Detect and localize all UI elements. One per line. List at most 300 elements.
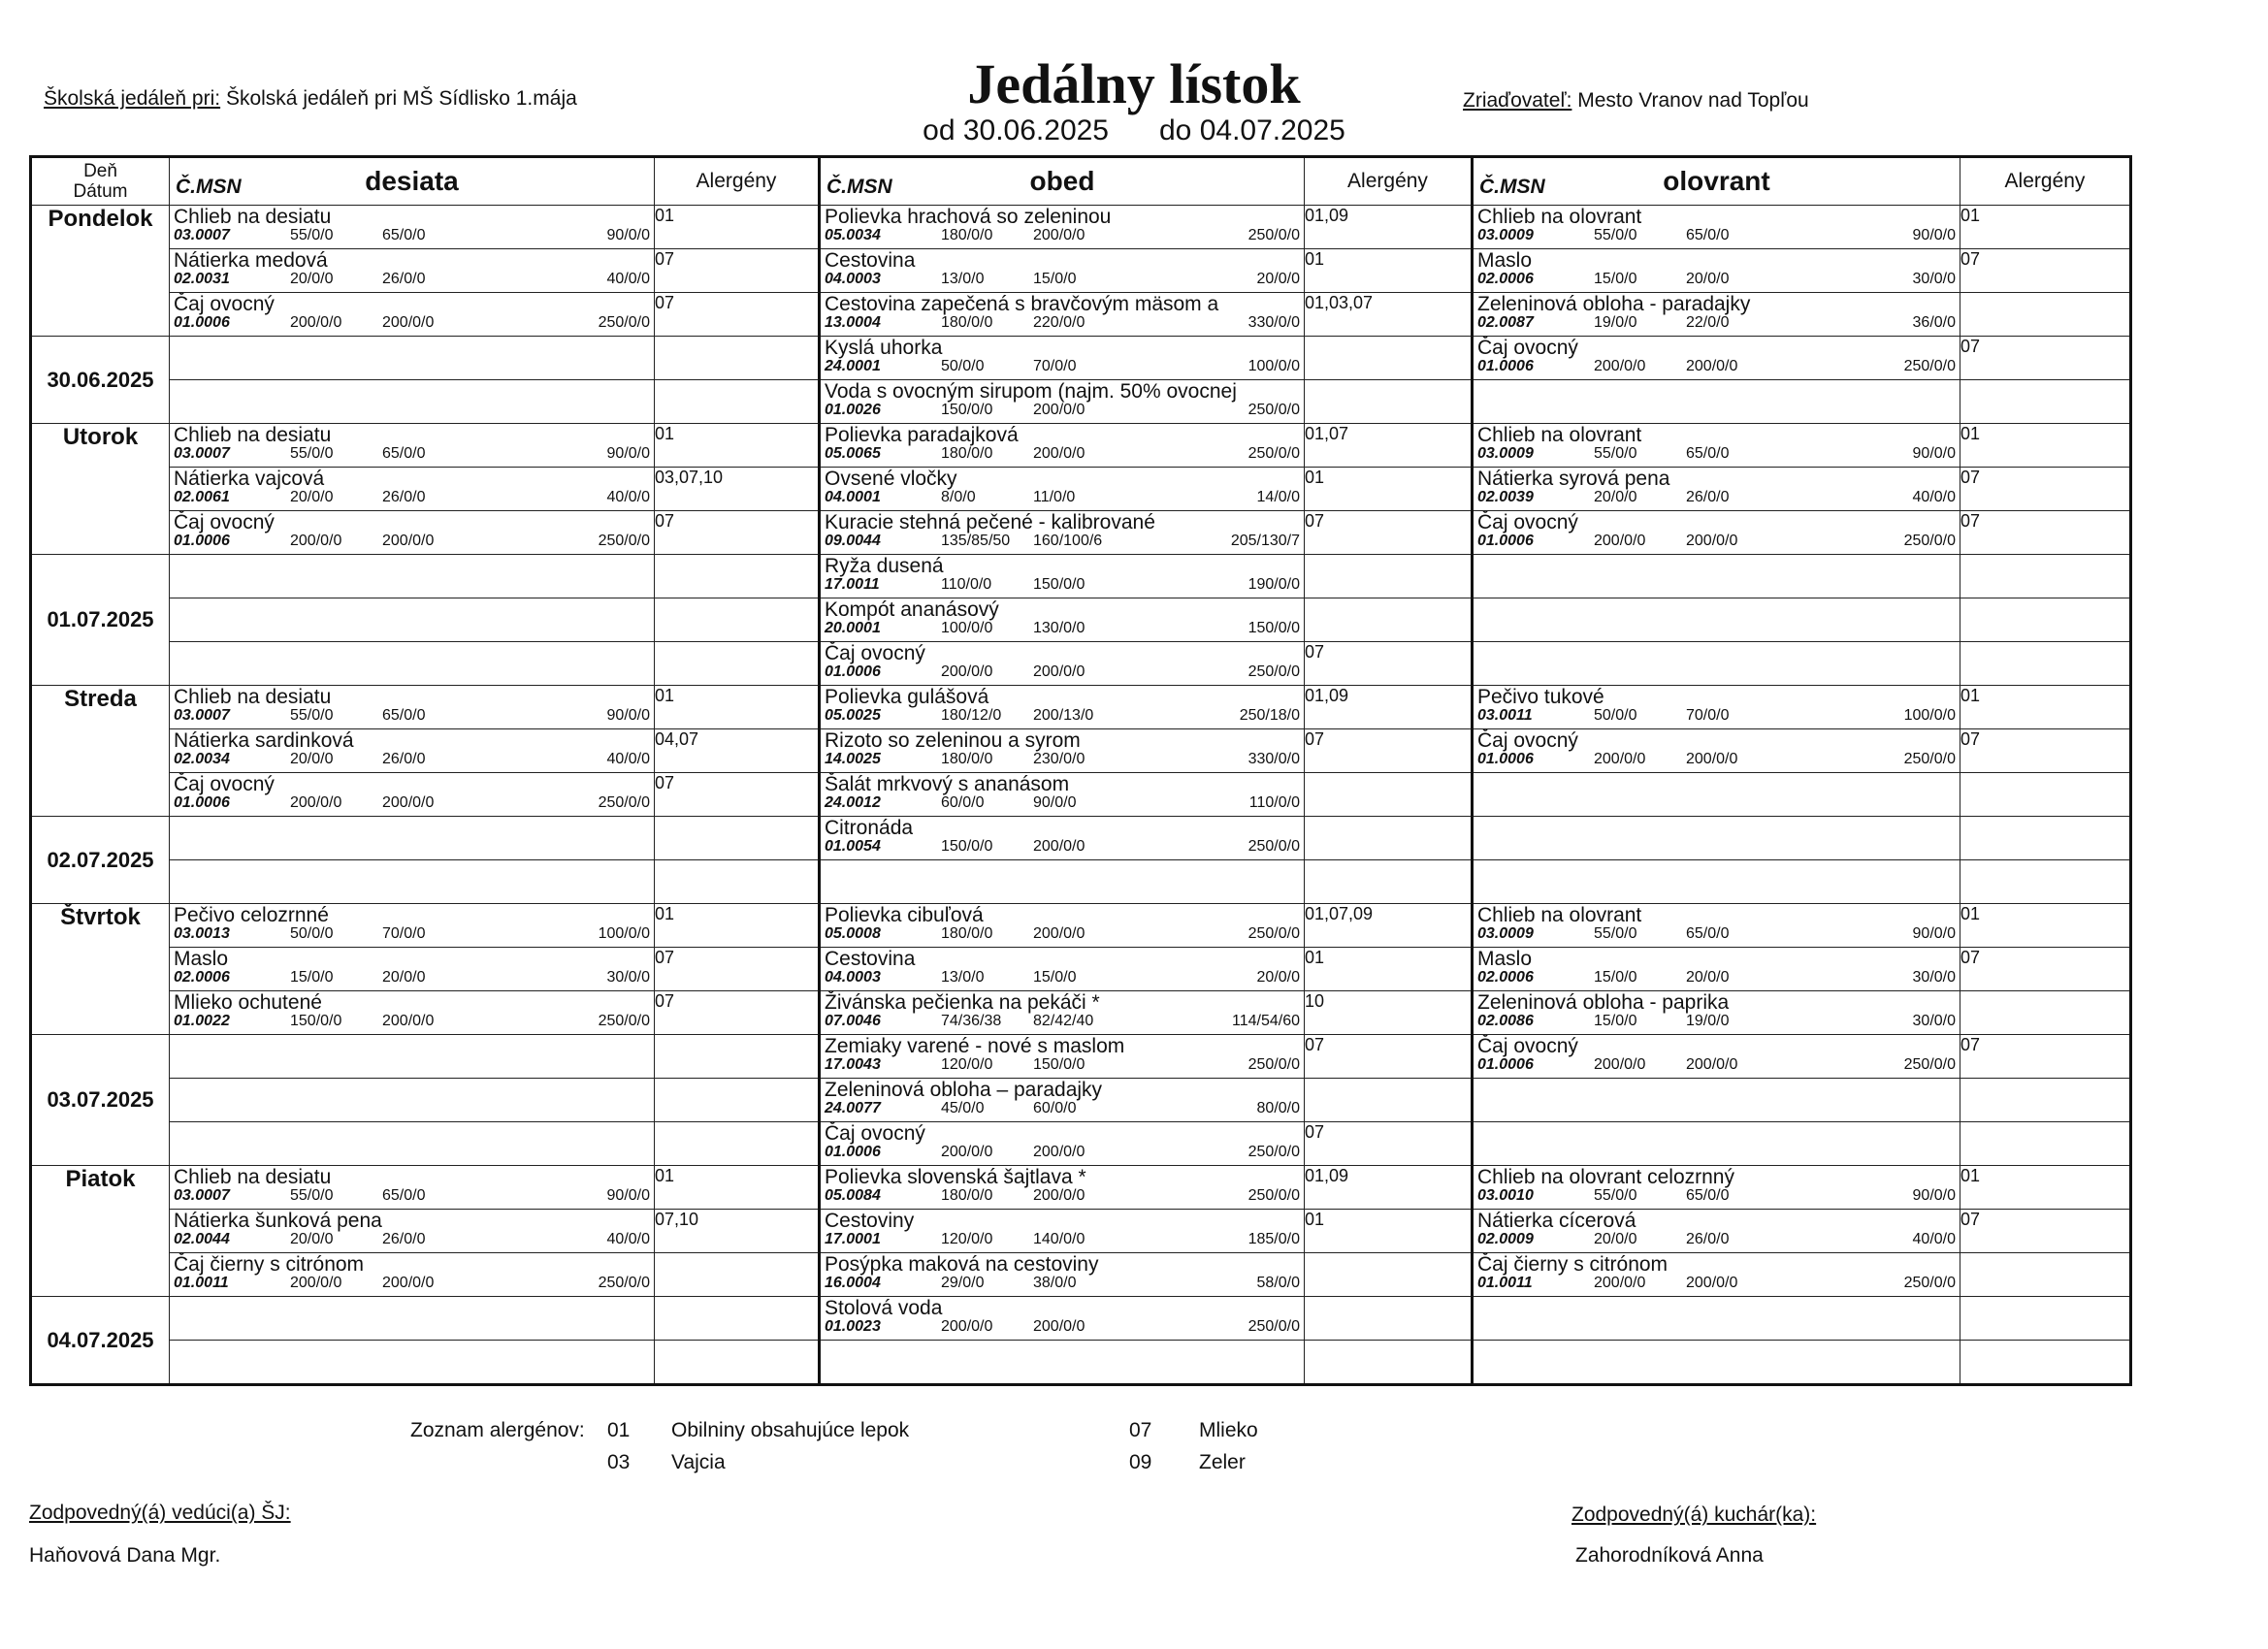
obed-item-cell	[820, 555, 1305, 598]
olovrant-allergens-cell: 07	[1960, 249, 2131, 293]
legend-code: 09	[1129, 1450, 1152, 1473]
item-code: 01.0006	[1477, 751, 1534, 767]
desiata-allergens-cell	[655, 598, 820, 642]
day-name: Piatok	[65, 1166, 136, 1192]
item-name: Chlieb na olovrant celozrnný	[1477, 1166, 1734, 1188]
obed-item-cell	[820, 249, 1305, 293]
desiata-item-cell	[170, 1122, 655, 1166]
item-name: Ovsené vločky	[825, 468, 957, 490]
desiata-item-cell	[170, 642, 655, 686]
legend-code: 03	[607, 1450, 631, 1473]
portion-small: 55/0/0	[290, 707, 334, 724]
item-name: Čaj ovocný	[825, 1122, 925, 1145]
item-portions	[821, 1231, 1304, 1248]
item-code: 02.0009	[1477, 1231, 1534, 1247]
olovrant-allergens-cell	[1960, 991, 2131, 1035]
item-code: 01.0006	[174, 533, 230, 549]
portion-large: 250/18/0	[1239, 707, 1300, 724]
obed-item-cell	[820, 1166, 1305, 1210]
olovrant-allergens-cell: 07	[1960, 468, 2131, 511]
item-portions	[170, 794, 654, 812]
portion-large: 250/0/0	[1903, 358, 1956, 374]
desiata-allergens-cell: 01	[655, 424, 820, 468]
day-name: Pondelok	[48, 206, 153, 232]
meal-label: obed	[1029, 166, 1095, 196]
item-name: Chlieb na olovrant	[1477, 904, 1642, 926]
item-portions	[821, 358, 1304, 375]
portion-small: 200/0/0	[1594, 751, 1646, 767]
item-name: Nátierka syrová pena	[1477, 468, 1670, 490]
portion-small: 150/0/0	[941, 402, 993, 418]
portion-small: 8/0/0	[941, 489, 976, 505]
portion-medium: 26/0/0	[382, 751, 426, 767]
day-date-cell	[31, 1035, 170, 1166]
portion-large: 100/0/0	[598, 925, 650, 942]
portion-small: 15/0/0	[1594, 969, 1637, 986]
cook-name: Zahorodníková Anna	[1575, 1544, 1764, 1567]
desiata-item-cell	[170, 598, 655, 642]
obed-item-cell	[820, 729, 1305, 773]
legend-label: Zoznam alergénov:	[410, 1418, 585, 1441]
portion-medium: 11/0/0	[1033, 489, 1076, 505]
olovrant-item-cell	[1473, 991, 1960, 1035]
item-name: Posýpka maková na cestoviny	[825, 1253, 1099, 1276]
day-header-label: Deň	[83, 161, 117, 181]
olovrant-item-cell	[1473, 1341, 1960, 1385]
item-name: Chlieb na desiatu	[174, 424, 332, 446]
day-name-cell	[31, 206, 170, 337]
item-code: 02.0031	[174, 271, 230, 287]
portion-medium: 22/0/0	[1686, 314, 1730, 331]
portion-small: 20/0/0	[290, 489, 334, 505]
olovrant-allergens-cell	[1960, 1297, 2131, 1341]
olovrant-item-cell	[1473, 948, 1960, 991]
desiata-allergens-cell: 01	[655, 904, 820, 948]
obed-allergens-cell	[1305, 337, 1473, 380]
item-name: Chlieb na desiatu	[174, 1166, 332, 1188]
day-date: 03.07.2025	[47, 1087, 154, 1112]
portion-large: 185/0/0	[1247, 1231, 1300, 1247]
item-portions	[821, 969, 1304, 986]
portion-large: 250/0/0	[1247, 445, 1300, 462]
portion-large: 100/0/0	[1903, 707, 1956, 724]
item-code: 03.0009	[1477, 925, 1534, 942]
portion-medium: 200/0/0	[382, 794, 435, 811]
desiata-allergens-cell: 04,07	[655, 729, 820, 773]
item-name: Kompót ananásový	[825, 598, 999, 621]
obed-allergens-cell: 07	[1305, 1035, 1473, 1079]
obed-item-cell	[820, 817, 1305, 860]
portion-medium: 65/0/0	[382, 445, 426, 462]
item-code: 17.0011	[825, 576, 880, 593]
desiata-allergens-cell	[655, 642, 820, 686]
desiata-item-cell	[170, 511, 655, 555]
olovrant-item-cell	[1473, 555, 1960, 598]
item-code: 03.0007	[174, 227, 230, 243]
item-code: 01.0022	[174, 1013, 230, 1029]
obed-item-cell	[820, 511, 1305, 555]
portion-large: 250/0/0	[1247, 1187, 1300, 1204]
portion-large: 36/0/0	[1912, 314, 1956, 331]
olovrant-allergens-cell: 01	[1960, 206, 2131, 249]
obed-item-cell	[820, 1079, 1305, 1122]
item-name: Maslo	[1477, 948, 1533, 970]
portion-large: 250/0/0	[1903, 1056, 1956, 1073]
item-name: Čaj ovocný	[174, 773, 275, 795]
table-row	[31, 249, 2131, 293]
portion-medium: 65/0/0	[382, 227, 426, 243]
item-name: Zeleninová obloha – paradajky	[825, 1079, 1103, 1101]
desiata-allergens-cell	[655, 337, 820, 380]
desiata-item-cell	[170, 860, 655, 904]
desiata-allergens-cell: 07	[655, 991, 820, 1035]
desiata-allergens-cell: 01	[655, 1166, 820, 1210]
obed-item-cell	[820, 598, 1305, 642]
item-portions	[1474, 969, 1960, 986]
portion-medium: 220/0/0	[1033, 314, 1085, 331]
allergen-legend	[0, 1414, 2268, 1478]
portion-medium: 200/13/0	[1033, 707, 1094, 724]
portion-medium: 200/0/0	[1686, 358, 1738, 374]
item-name: Nátierka šunková pena	[174, 1210, 382, 1232]
obed-item-cell	[820, 1341, 1305, 1385]
item-name: Voda s ovocným sirupom (najm. 50% ovocnej	[825, 380, 1237, 403]
item-portions	[1474, 445, 1960, 463]
portion-medium: 70/0/0	[382, 925, 426, 942]
desiata-item-cell	[170, 1079, 655, 1122]
obed-allergens-cell: 01,09	[1305, 1166, 1473, 1210]
portion-large: 90/0/0	[606, 227, 650, 243]
item-name: Kyslá uhorka	[825, 337, 943, 359]
desiata-item-cell	[170, 555, 655, 598]
portion-medium: 26/0/0	[382, 489, 426, 505]
item-name: Pečivo celozrnné	[174, 904, 329, 926]
item-name: Čaj čierny s citrónom	[1477, 1253, 1669, 1276]
desiata-allergens-cell	[655, 380, 820, 424]
desiata-item-cell	[170, 1297, 655, 1341]
olovrant-item-cell	[1473, 511, 1960, 555]
item-portions	[821, 489, 1304, 506]
olovrant-item-cell	[1473, 686, 1960, 729]
item-name: Polievka slovenská šajtlava *	[825, 1166, 1086, 1188]
item-code: 01.0023	[825, 1318, 881, 1335]
item-portions	[821, 271, 1304, 288]
table-row	[31, 293, 2131, 337]
obed-allergens-cell	[1305, 817, 1473, 860]
legend-name: Zeler	[1199, 1450, 1246, 1473]
portion-small: 180/0/0	[941, 751, 993, 767]
olovrant-allergens-cell	[1960, 642, 2131, 686]
day-date: 04.07.2025	[47, 1327, 154, 1352]
obed-allergens-cell: 07	[1305, 729, 1473, 773]
portion-large: 30/0/0	[606, 969, 650, 986]
portion-large: 40/0/0	[606, 1231, 650, 1247]
portion-medium: 200/0/0	[1033, 227, 1085, 243]
obed-item-cell	[820, 337, 1305, 380]
portion-medium: 200/0/0	[1033, 402, 1085, 418]
portion-medium: 200/0/0	[1033, 838, 1085, 855]
item-portions	[170, 1231, 654, 1248]
item-portions	[1474, 489, 1960, 506]
portion-large: 250/0/0	[598, 1275, 650, 1291]
item-code: 05.0065	[825, 445, 881, 462]
portion-medium: 200/0/0	[382, 1275, 435, 1291]
obed-item-cell	[820, 686, 1305, 729]
obed-item-cell	[820, 380, 1305, 424]
item-name: Nátierka vajcová	[174, 468, 325, 490]
olovrant-allergens-cell	[1960, 293, 2131, 337]
obed-item-cell	[820, 1297, 1305, 1341]
olovrant-allergens-cell	[1960, 1079, 2131, 1122]
table-row	[31, 380, 2131, 424]
item-portions	[821, 314, 1304, 332]
portion-large: 250/0/0	[1903, 1275, 1956, 1291]
portion-medium: 60/0/0	[1033, 1100, 1077, 1116]
date-to: do 04.07.2025	[1159, 114, 1345, 146]
item-portions	[1474, 533, 1960, 550]
desiata-item-cell	[170, 380, 655, 424]
table-row	[31, 1122, 2131, 1166]
olovrant-allergens-cell	[1960, 1341, 2131, 1385]
item-name: Cestovina	[825, 948, 916, 970]
item-code: 02.0061	[174, 489, 230, 505]
item-code: 03.0009	[1477, 227, 1534, 243]
desiata-allergens-cell: 07	[655, 293, 820, 337]
olovrant-allergens-cell: 01	[1960, 424, 2131, 468]
desiata-allergens-cell: 07	[655, 773, 820, 817]
item-name: Maslo	[1477, 249, 1533, 272]
portion-small: 150/0/0	[290, 1013, 342, 1029]
item-code: 02.0034	[174, 751, 230, 767]
portion-small: 20/0/0	[290, 271, 334, 287]
olovrant-item-cell	[1473, 773, 1960, 817]
portion-small: 13/0/0	[941, 271, 985, 287]
desiata-allergens-cell	[655, 860, 820, 904]
desiata-allergens-cell: 07	[655, 249, 820, 293]
day-date: 02.07.2025	[47, 847, 154, 872]
item-portions	[821, 1056, 1304, 1074]
obed-allergens-cell: 01,03,07	[1305, 293, 1473, 337]
portion-small: 15/0/0	[290, 969, 334, 986]
desiata-allergens-cell: 07	[655, 948, 820, 991]
desiata-allergens-cell	[655, 1035, 820, 1079]
allergens-header: Alergény	[655, 157, 820, 206]
olovrant-header	[1473, 157, 1960, 206]
item-code: 20.0001	[825, 620, 881, 636]
obed-allergens-cell	[1305, 1253, 1473, 1297]
olovrant-item-cell	[1473, 337, 1960, 380]
table-row	[31, 1166, 2131, 1210]
portion-small: 200/0/0	[1594, 1056, 1646, 1073]
obed-item-cell	[820, 948, 1305, 991]
obed-item-cell	[820, 773, 1305, 817]
item-code: 01.0006	[1477, 358, 1534, 374]
obed-allergens-cell: 07	[1305, 1122, 1473, 1166]
table-row	[31, 686, 2131, 729]
portion-medium: 200/0/0	[382, 314, 435, 331]
item-name: Šalát mrkvový s ananásom	[825, 773, 1070, 795]
olovrant-item-cell	[1473, 729, 1960, 773]
meal-label: desiata	[365, 166, 459, 196]
obed-allergens-cell	[1305, 773, 1473, 817]
item-name: Čaj ovocný	[1477, 729, 1578, 752]
item-portions	[821, 576, 1304, 594]
portion-medium: 65/0/0	[1686, 227, 1730, 243]
portion-small: 20/0/0	[290, 751, 334, 767]
olovrant-allergens-cell: 07	[1960, 729, 2131, 773]
item-name: Zemiaky varené - nové s maslom	[825, 1035, 1125, 1057]
portion-medium: 20/0/0	[382, 969, 426, 986]
item-name: Maslo	[174, 948, 229, 970]
portion-large: 40/0/0	[606, 489, 650, 505]
date-range	[0, 114, 2268, 147]
table-row	[31, 337, 2131, 380]
item-portions	[1474, 925, 1960, 943]
portion-small: 20/0/0	[1594, 489, 1637, 505]
table-row	[31, 598, 2131, 642]
item-code: 01.0006	[174, 794, 230, 811]
portion-large: 40/0/0	[606, 751, 650, 767]
desiata-item-cell	[170, 249, 655, 293]
item-portions	[821, 402, 1304, 419]
obed-allergens-cell: 01	[1305, 948, 1473, 991]
portion-medium: 82/42/40	[1033, 1013, 1094, 1029]
portion-small: 55/0/0	[290, 445, 334, 462]
item-name: Kuracie stehná pečené - kalibrované	[825, 511, 1155, 534]
portion-medium: 130/0/0	[1033, 620, 1085, 636]
item-code: 01.0006	[174, 314, 230, 331]
portion-large: 250/0/0	[598, 533, 650, 549]
portion-small: 200/0/0	[941, 1318, 993, 1335]
item-portions	[170, 271, 654, 288]
portion-small: 55/0/0	[1594, 925, 1637, 942]
item-portions	[821, 1100, 1304, 1117]
olovrant-item-cell	[1473, 598, 1960, 642]
obed-allergens-cell: 10	[1305, 991, 1473, 1035]
portion-large: 90/0/0	[606, 1187, 650, 1204]
obed-allergens-cell	[1305, 1341, 1473, 1385]
legend-name: Mlieko	[1199, 1418, 1258, 1441]
item-code: 04.0003	[825, 271, 881, 287]
olovrant-allergens-cell: 07	[1960, 948, 2131, 991]
portion-small: 120/0/0	[941, 1231, 993, 1247]
portion-medium: 140/0/0	[1033, 1231, 1085, 1247]
portion-small: 200/0/0	[290, 794, 342, 811]
olovrant-item-cell	[1473, 642, 1960, 686]
item-code: 17.0001	[825, 1231, 881, 1247]
olovrant-allergens-cell	[1960, 380, 2131, 424]
portion-small: 200/0/0	[290, 314, 342, 331]
desiata-item-cell	[170, 773, 655, 817]
portion-medium: 65/0/0	[1686, 445, 1730, 462]
portion-large: 100/0/0	[1247, 358, 1300, 374]
portion-medium: 200/0/0	[1033, 663, 1085, 680]
day-date-cell	[31, 1297, 170, 1385]
portion-medium: 65/0/0	[1686, 925, 1730, 942]
portion-large: 250/0/0	[1247, 838, 1300, 855]
obed-item-cell	[820, 1122, 1305, 1166]
item-portions	[170, 1187, 654, 1205]
item-name: Zeleninová obloha - paradajky	[1477, 293, 1751, 315]
olovrant-item-cell	[1473, 817, 1960, 860]
olovrant-item-cell	[1473, 1035, 1960, 1079]
obed-allergens-cell	[1305, 1079, 1473, 1122]
portion-small: 20/0/0	[290, 1231, 334, 1247]
item-name: Nátierka medová	[174, 249, 328, 272]
portion-medium: 15/0/0	[1033, 969, 1077, 986]
item-name: Živánska pečienka na pekáči *	[825, 991, 1100, 1014]
portion-large: 250/0/0	[1247, 227, 1300, 243]
portion-small: 180/0/0	[941, 445, 993, 462]
portion-large: 58/0/0	[1256, 1275, 1300, 1291]
desiata-item-cell	[170, 424, 655, 468]
obed-item-cell	[820, 293, 1305, 337]
item-code: 03.0007	[174, 445, 230, 462]
portion-medium: 200/0/0	[1686, 751, 1738, 767]
item-portions	[170, 445, 654, 463]
obed-allergens-cell	[1305, 380, 1473, 424]
legend-code: 01	[607, 1418, 631, 1441]
portion-large: 250/0/0	[1247, 1056, 1300, 1073]
day-date-cell	[31, 555, 170, 686]
item-name: Chlieb na olovrant	[1477, 206, 1642, 228]
desiata-item-cell	[170, 817, 655, 860]
portion-medium: 20/0/0	[1686, 271, 1730, 287]
portion-small: 180/0/0	[941, 1187, 993, 1204]
portion-large: 205/130/7	[1230, 533, 1300, 549]
portion-medium: 65/0/0	[1686, 1187, 1730, 1204]
item-code: 24.0012	[825, 794, 881, 811]
item-name: Zeleninová obloha - paprika	[1477, 991, 1730, 1014]
portion-small: 55/0/0	[290, 1187, 334, 1204]
item-code: 24.0001	[825, 358, 881, 374]
portion-small: 200/0/0	[290, 533, 342, 549]
item-portions	[1474, 1275, 1960, 1292]
portion-large: 250/0/0	[1247, 1144, 1300, 1160]
item-code: 03.0007	[174, 1187, 230, 1204]
portion-medium: 200/0/0	[1033, 445, 1085, 462]
portion-medium: 200/0/0	[1033, 1144, 1085, 1160]
portion-large: 250/0/0	[1903, 751, 1956, 767]
item-code: 14.0025	[825, 751, 881, 767]
school-label: Školská jedáleň pri:	[44, 87, 221, 110]
desiata-item-cell	[170, 686, 655, 729]
obed-allergens-cell	[1305, 1297, 1473, 1341]
item-portions	[1474, 227, 1960, 244]
portion-large: 250/0/0	[1247, 402, 1300, 418]
portion-large: 40/0/0	[1912, 489, 1956, 505]
portion-large: 330/0/0	[1247, 751, 1300, 767]
portion-small: 50/0/0	[941, 358, 985, 374]
day-name: Štvrtok	[60, 904, 141, 930]
portion-small: 13/0/0	[941, 969, 985, 986]
olovrant-allergens-cell: 01	[1960, 1166, 2131, 1210]
item-name: Čaj ovocný	[1477, 337, 1578, 359]
obed-allergens-cell: 01	[1305, 249, 1473, 293]
item-portions	[821, 533, 1304, 550]
item-code: 24.0077	[825, 1100, 881, 1116]
portion-large: 250/0/0	[1903, 533, 1956, 549]
desiata-allergens-cell	[655, 1122, 820, 1166]
item-code: 05.0084	[825, 1187, 881, 1204]
portion-large: 250/0/0	[598, 314, 650, 331]
desiata-allergens-cell	[655, 1297, 820, 1341]
item-portions	[170, 227, 654, 244]
portion-large: 40/0/0	[606, 271, 650, 287]
item-portions	[170, 707, 654, 725]
item-code: 01.0011	[174, 1275, 229, 1291]
item-portions	[170, 1013, 654, 1030]
